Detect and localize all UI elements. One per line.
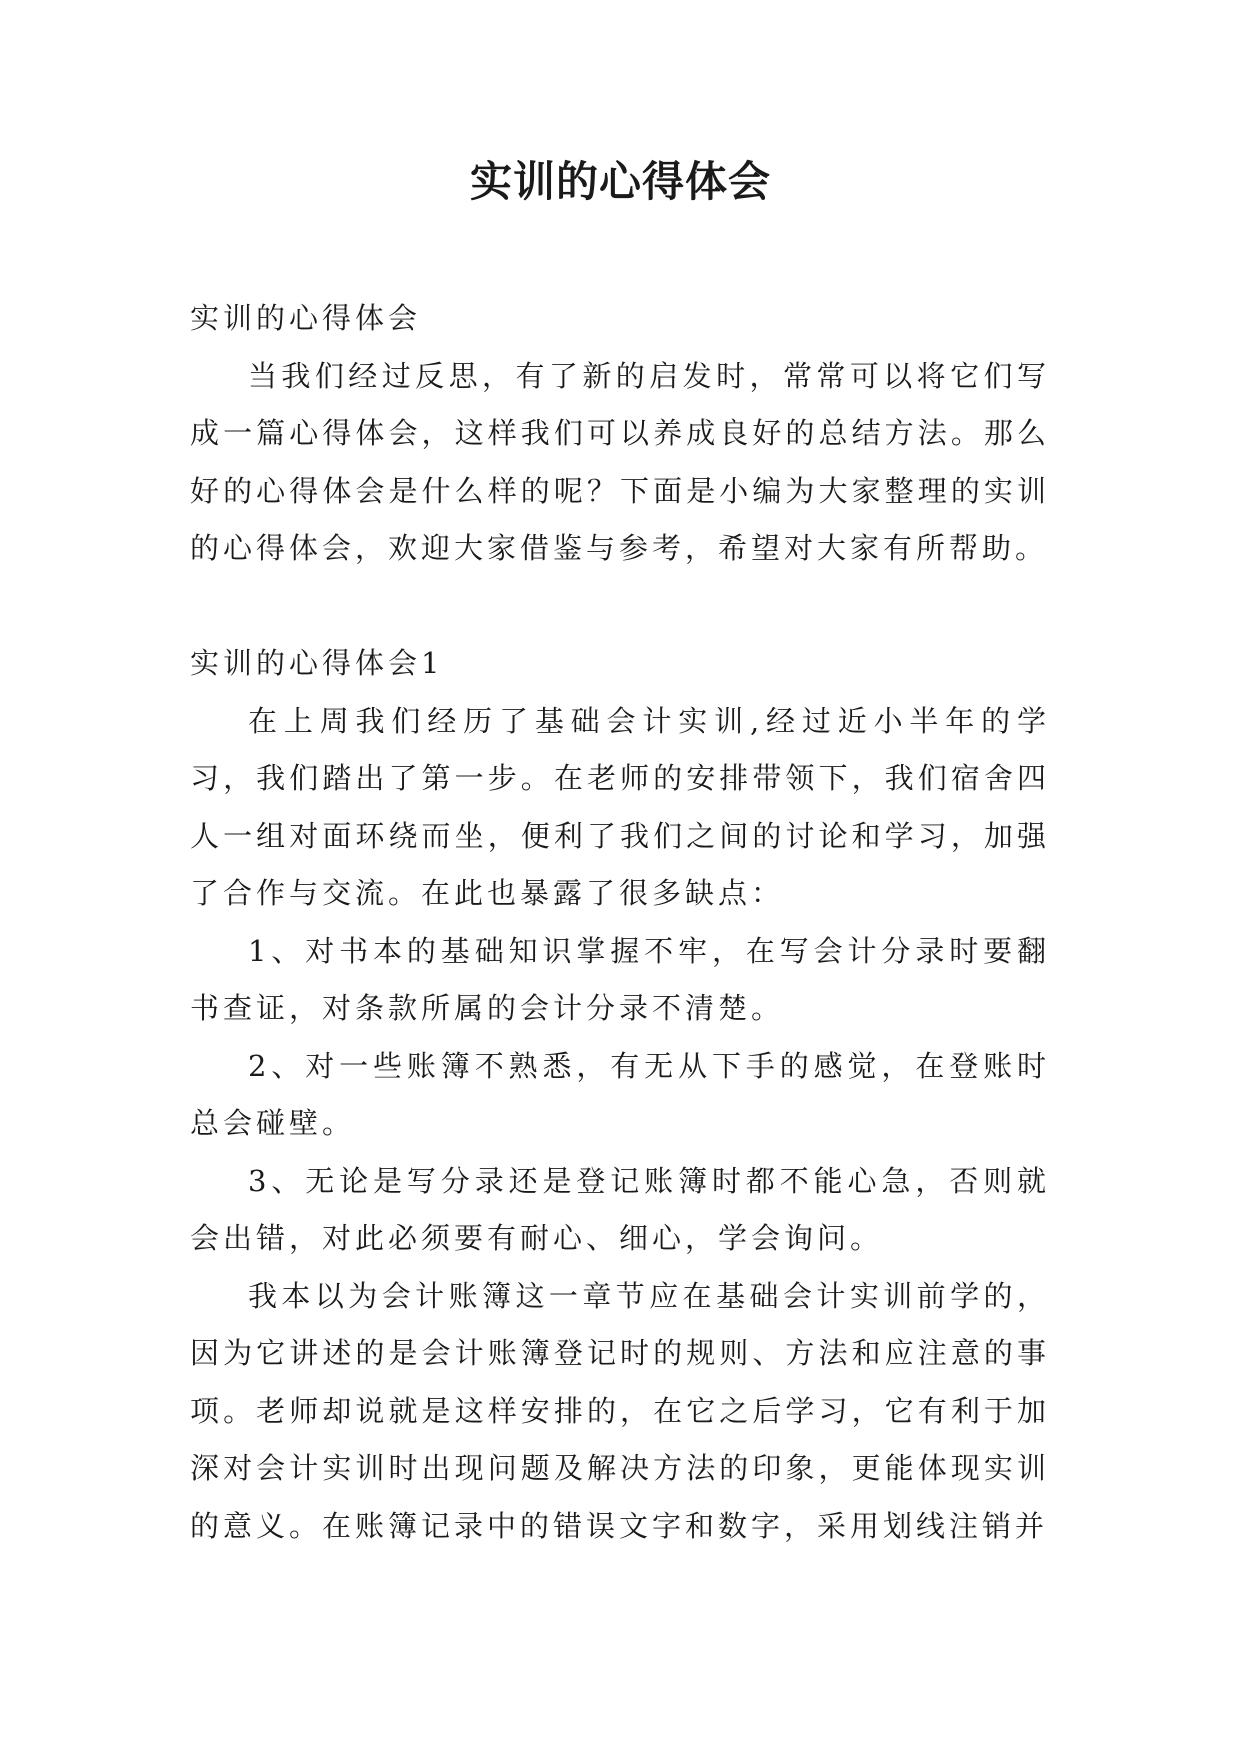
- section-spacer: [190, 578, 1050, 636]
- body-paragraph: 我本以为会计账簿这一章节应在基础会计实训前学的，因为它讲述的是会计账簿登记时的规则、方法和应注意的事项。老师却说就是这样安排的，在它之后学习，它有利于加深对会计实训时出现问题及解决方法的印象，更能体现实训的意义。在账簿记录中的错误文字和数字，采用划线注销并: [190, 1278, 1050, 1543]
- list-item-1: 1、对书本的基础知识掌握不牢，在写会计分录时要翻书查证，对条款所属的会计分录不清楚。: [190, 933, 1050, 1025]
- intro-paragraph: 当我们经过反思，有了新的启发时，常常可以将它们写成一篇心得体会，这样我们可以养成良好的总结方法。那么好的心得体会是什么样的呢？下面是小编为大家整理的实训的心得体会，欢迎大家借鉴与参考，希望对大家有所帮助。: [190, 358, 1050, 565]
- document-body: [190, 290, 1050, 1555]
- list-item-2: 2、对一些账簿不熟悉，有无从下手的感觉，在登账时总会碰壁。: [190, 1048, 1050, 1140]
- intro-heading: 实训的心得体会: [190, 301, 422, 335]
- section-heading: 实训的心得体会1: [190, 646, 444, 680]
- body-paragraph: 在上周我们经历了基础会计实训,经过近小半年的学习，我们踏出了第一步。在老师的安排带领下，我们宿舍四人一组对面环绕而坐，便利了我们之间的讨论和学习，加强了合作与交流。在此也暴露了很多缺点：: [190, 703, 1050, 910]
- document-title: 实训的心得体会: [469, 157, 771, 206]
- list-item-3: 3、无论是写分录还是登记账簿时都不能心急，否则就会出错，对此必须要有耐心、细心，学会询问。: [190, 1163, 1050, 1255]
